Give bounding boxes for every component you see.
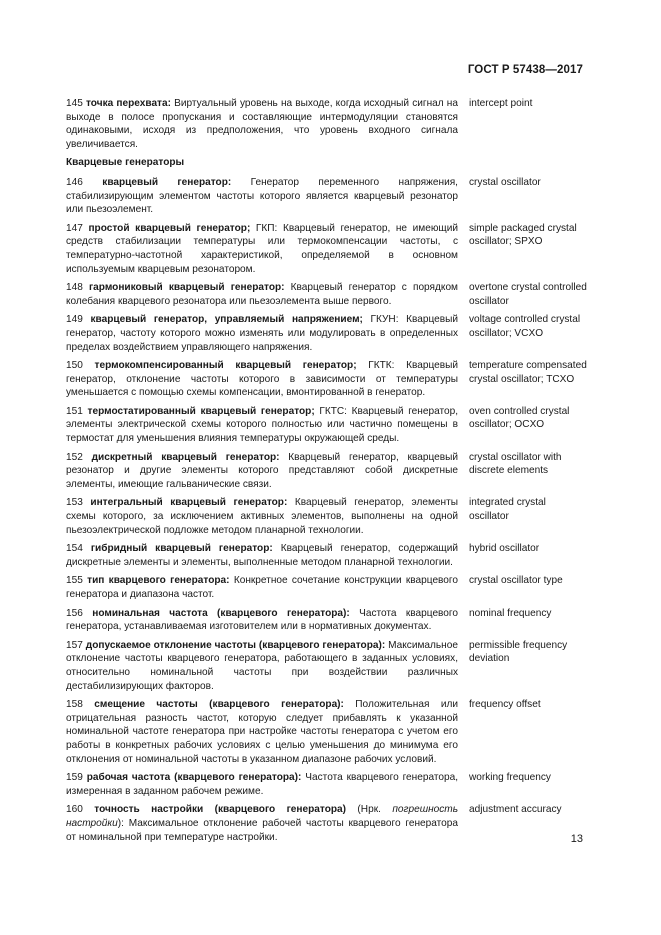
entry-term: точка перехвата:	[86, 98, 171, 109]
glossary-entry-147	[66, 222, 588, 276]
entry-def-text: Генератор переменного напряжения, стабилизирующим элементом частоты которого является кварцевый резонатор или пьезоэлемент.	[66, 176, 458, 216]
entry-english-term: nominal frequency	[469, 607, 552, 619]
entry-term: кварцевый генератор:	[102, 176, 232, 188]
entry-term: гибридный кварцевый генератор:	[90, 543, 273, 555]
entry-english-term: voltage controlled crystal oscillator; VCXO	[469, 314, 581, 339]
entry-english-term: frequency offset	[469, 699, 541, 711]
entry-term: дискретный кварцевый генератор:	[91, 451, 280, 463]
entry-definition	[66, 496, 458, 537]
entries-top	[66, 97, 588, 151]
entry-definition	[66, 771, 458, 798]
entry-def-text: Частота кварцевого генератора, измеренная в заданном рабочем режиме.	[66, 772, 459, 797]
entry-def-text: ГКП: Кварцевый генератор, не имеющий средств стабилизации температуры или термокомпенсации частоты, с температурно-частотной характеристикой, определяемой в основном используемым кварцевым резонатором.	[66, 222, 458, 275]
entry-english-term: working frequency	[469, 772, 551, 784]
entry-note-pre: (Нрк.	[346, 804, 393, 816]
entry-term: термокомпенсированный кварцевый генератор;	[94, 360, 357, 372]
entry-number: 150	[66, 360, 83, 372]
entry-term: точность настройки (кварцевого генератора)	[94, 804, 347, 816]
glossary-body	[66, 97, 588, 849]
entry-term: гармониковый кварцевый генератор:	[88, 282, 285, 294]
entry-english-term: crystal oscillator type	[469, 575, 563, 587]
entry-def-text: Кварцевый генератор, кварцевый резонатор и другие элементы которого представляют собой дискретные элементы, имеющие гальванические связи.	[66, 451, 458, 490]
entry-term: простой кварцевый генератор;	[88, 222, 251, 234]
glossary-entry-145	[66, 97, 588, 151]
entry-def-text: Конкретное сочетание конструкции кварцевого генератора и диапазона частот.	[66, 575, 458, 600]
glossary-entry-153	[66, 496, 588, 537]
entry-definition	[66, 607, 458, 634]
entry-english-term: adjustment accuracy	[469, 804, 562, 816]
entry-number: 160	[66, 804, 83, 816]
document-id: ГОСТ Р 57438—2017	[467, 64, 583, 76]
entry-term: допускаемое отклонение частоты (кварцевого генератора):	[85, 639, 386, 651]
glossary-entry-154	[66, 542, 588, 569]
glossary-entry-151	[66, 405, 588, 446]
entry-english-term: crystal oscillator	[469, 176, 541, 188]
entry-def-text: Кварцевый генератор, содержащий дискретные элементы и элементы, выполненные методом планарной технологии.	[66, 543, 459, 568]
glossary-entry-146	[66, 176, 588, 217]
entries-list	[66, 176, 588, 798]
glossary-entry-160	[66, 803, 588, 844]
entry-number: 155	[66, 575, 83, 587]
entry-english-term: integrated crystal oscillator	[469, 497, 546, 523]
entry-definition	[66, 176, 458, 217]
entry-number: 157	[66, 639, 83, 651]
entry-definition	[66, 698, 458, 766]
entry-number: 152	[66, 451, 83, 463]
entry-definition	[66, 313, 458, 354]
glossary-entry-159	[66, 771, 588, 798]
glossary-entry-152	[66, 451, 588, 492]
entry-def-text: Максимальное отклонение частоты кварцевого генератора, работающего в заданных условиях, относительно номинальной частоты при воздействии различных дестабилизирующих факторов.	[66, 639, 458, 692]
entry-english-term: intercept point	[469, 98, 533, 109]
glossary-entry-158	[66, 698, 588, 766]
entry-term: кварцевый генератор, управляемый напряжением;	[90, 314, 363, 326]
entry-definition	[66, 359, 458, 400]
entry-english-term: simple packaged crystal oscillator; SPXO	[469, 222, 577, 248]
entry-number: 151	[66, 405, 83, 417]
entry-english-term: overtone crystal controlled oscillator	[469, 282, 587, 307]
glossary-entry-156	[66, 607, 588, 634]
entry-def-text: Виртуальный уровень на выходе, когда исходный сигнал на выходе в полосе пропускания и составляющие интермодуляции становятся одинаковыми, исходя из предположения, что уровень входного сигнала увеличивается.	[66, 98, 458, 150]
entry-deprecated-term: погрешность настройки	[66, 804, 459, 829]
entry-def-text: ): Максимальное отклонение рабочей частоты кварцевого генератора от номинальной при температуре настройки.	[66, 817, 458, 843]
entry-number: 158	[66, 699, 83, 711]
entry-def-text: ГКТС: Кварцевый генератор, элементы электрической схемы которого полностью или частично помещены в термостат для уменьшения влияния температуры окружающей среды.	[66, 405, 459, 445]
entry-number: 156	[66, 607, 83, 619]
entry-definition	[66, 97, 458, 151]
entry-term: номинальная частота (кварцевого генератора):	[92, 607, 350, 619]
entry-def-text: ГКТК: Кварцевый генератор, отклонение частоты которого в зависимости от температуры уменьшается с помощью схемы компенсации, вмонтированной в генератор.	[66, 360, 458, 399]
entry-term: интегральный кварцевый генератор:	[90, 497, 288, 509]
entry-definition	[66, 451, 458, 492]
entry-def-text: Положительная или отрицательная разность частот, которую следует прибавлять к указанной номинальной частоте генератора при настройке частоты генератора с учетом его работы в конкретных рабочих условиях с целью уменьшения до минимума его отклонения от номинальной частоты в указанном диапазоне рабочих условий.	[66, 699, 458, 765]
entry-number: 147	[66, 222, 83, 234]
entry-definition	[66, 803, 458, 844]
entry-def-text: Кварцевый генератор, элементы схемы которого, за исключением активных элементов, выполнены на одной пьезоэлектрической подложке методом планарной технологии.	[66, 497, 458, 536]
entry-definition	[66, 542, 458, 569]
entry-definition	[66, 405, 458, 446]
glossary-entry-150	[66, 359, 588, 400]
entry-definition	[66, 222, 458, 276]
entry-definition	[66, 281, 458, 308]
glossary-entry-148	[66, 281, 588, 308]
glossary-entry-155	[66, 574, 588, 601]
section-heading: Кварцевые генераторы	[66, 157, 185, 169]
entry-number: 145	[66, 98, 83, 109]
entry-term: термостатированный кварцевый генератор;	[87, 405, 315, 417]
page-number: 13	[570, 833, 583, 845]
entry-definition	[66, 574, 458, 601]
entry-def-text: Частота кварцевого генератора, устанавливаемая изготовителем или в нормативных документах.	[66, 607, 458, 633]
glossary-entry-157	[66, 639, 588, 693]
glossary-entry-149	[66, 313, 588, 354]
entry-term: смещение частоты (кварцевого генератора):	[94, 699, 344, 711]
entry-english-term: hybrid oscillator	[469, 543, 540, 555]
entry-def-text: Кварцевый генератор с порядком колебания кварцевого резонатора или пьезоэлемента выше первого.	[66, 282, 458, 307]
entry-term: рабочая частота (кварцевого генератора):	[86, 772, 302, 784]
entry-english-term: temperature compensated crystal oscillator; TCXO	[469, 360, 587, 385]
entry-english-term: permissible frequency deviation	[469, 639, 568, 665]
entry-definition	[66, 639, 458, 693]
entry-english-term: crystal oscillator with discrete elements	[469, 451, 562, 477]
entry-number: 148	[66, 282, 83, 294]
entry-number: 146	[66, 176, 83, 188]
entry-number: 149	[66, 314, 83, 326]
entry-def-text: ГКУН: Кварцевый генератор, частоту которого можно изменять или модулировать в определенных пределах воздействием управляющего напряжения.	[66, 314, 459, 353]
entry-number: 154	[66, 543, 83, 555]
entry-english-term: oven controlled crystal oscillator; OCXO	[469, 405, 570, 431]
entry-number: 159	[66, 772, 83, 784]
entry-term: тип кварцевого генератора:	[87, 575, 230, 587]
entry-number: 153	[66, 497, 83, 509]
